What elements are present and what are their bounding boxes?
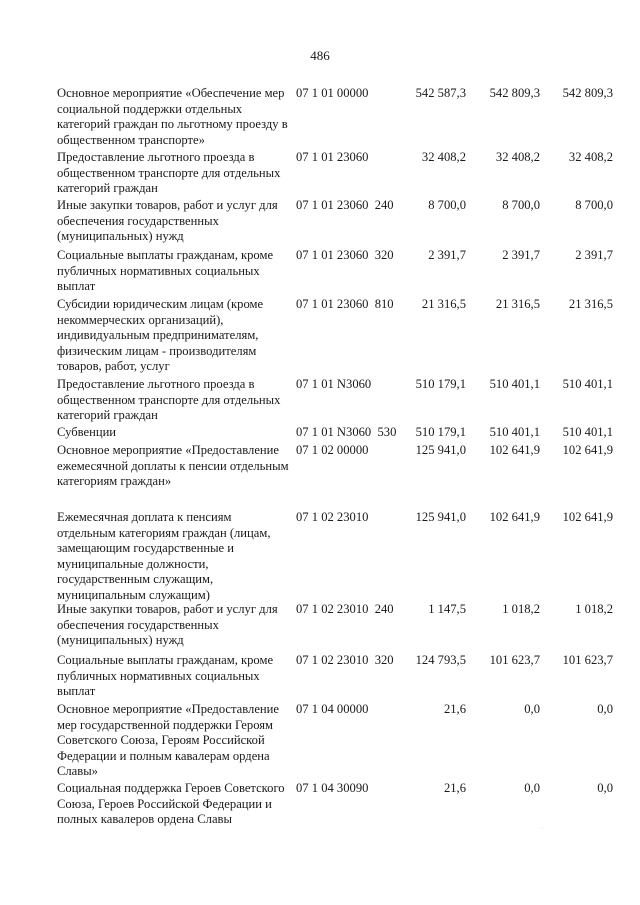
row-value-1: 8 700,0	[428, 198, 466, 212]
row-name: Иные закупки товаров, работ и услуг для обеспечения государственных (муниципальных) нужд	[57, 198, 278, 243]
row-value-1: 21,6	[443, 702, 466, 716]
row-value-3: 21 316,5	[568, 297, 613, 311]
row-value-3: 32 408,2	[568, 150, 613, 164]
row-code: 07 1 01 23060 320	[296, 248, 394, 262]
row-name: Социальные выплаты гражданам, кроме публичных нормативных социальных выплат	[57, 248, 274, 293]
row-code: 07 1 02 23010	[296, 510, 369, 524]
row-value-3: 510 401,1	[562, 377, 613, 391]
row-name: Предоставление льготного проезда в общественном транспорте для отдельных категорий граждан	[57, 377, 281, 422]
page-number: 486	[310, 48, 330, 63]
row-name: Социальные выплаты гражданам, кроме публичных нормативных социальных выплат	[57, 653, 274, 698]
row-value-2: 510 401,1	[489, 425, 540, 439]
row-value-2: 102 641,9	[489, 443, 540, 457]
row-code: 07 1 01 23060 810	[296, 297, 394, 311]
row-value-3: 8 700,0	[575, 198, 613, 212]
row-code: 07 1 02 23010 240	[296, 602, 394, 616]
row-value-2: 542 809,3	[489, 86, 540, 100]
row-value-2: 2 391,7	[502, 248, 540, 262]
row-value-2: 510 401,1	[489, 377, 540, 391]
row-name: Основное мероприятие «Обеспечение мер социальной поддержки отдельных категорий граждан по льготному проезду в общественном транспорте»	[57, 86, 288, 147]
row-value-3: 542 809,3	[562, 86, 613, 100]
row-value-1: 21,6	[443, 781, 466, 795]
row-name: Социальная поддержка Героев Советского Союза, Героев Российской Федерации и полных кавалеров ордена Славы	[57, 781, 285, 826]
row-value-3: 1 018,2	[575, 602, 613, 616]
row-name: Иные закупки товаров, работ и услуг для обеспечения государственных (муниципальных) нужд	[57, 602, 278, 647]
row-value-3: 2 391,7	[575, 248, 613, 262]
row-value-3: 0,0	[597, 702, 613, 716]
row-code: 07 1 01 N3060	[296, 377, 372, 391]
row-name: Основное мероприятие «Предоставление ежемесячной доплаты к пенсии отдельным категориям граждан»	[57, 443, 289, 488]
row-value-3: 510 401,1	[562, 425, 613, 439]
row-value-1: 510 179,1	[415, 425, 466, 439]
row-value-2: 0,0	[524, 781, 540, 795]
row-value-1: 124 793,5	[415, 653, 466, 667]
row-value-3: 102 641,9	[562, 510, 613, 524]
row-code: 07 1 01 00000	[296, 86, 369, 100]
row-name: Субсидии юридическим лицам (кроме некоммерческих организаций), индивидуальным предпринимателям, физическим лицам - производителям товаров, работ, услуг	[57, 297, 264, 373]
row-value-1: 510 179,1	[415, 377, 466, 391]
row-value-2: 1 018,2	[502, 602, 540, 616]
row-value-1: 542 587,3	[415, 86, 466, 100]
row-code: 07 1 04 00000	[296, 702, 369, 716]
row-code: 07 1 02 00000	[296, 443, 369, 457]
row-value-1: 21 316,5	[421, 297, 466, 311]
row-value-3: 0,0	[597, 781, 613, 795]
row-code: 07 1 02 23010 320	[296, 653, 394, 667]
row-code: 07 1 01 N3060 530	[296, 425, 397, 439]
row-name: Ежемесячная доплата к пенсиям отдельным категориям граждан (лицам, замещающим государственные и муниципальные должности, государственным служащим, муниципальным служащим)	[57, 510, 271, 602]
row-value-2: 21 316,5	[495, 297, 540, 311]
row-value-2: 8 700,0	[502, 198, 540, 212]
row-name: Субвенции	[57, 425, 117, 439]
row-value-3: 102 641,9	[562, 443, 613, 457]
row-value-1: 125 941,0	[415, 443, 466, 457]
row-code: 07 1 01 23060	[296, 150, 369, 164]
row-value-1: 125 941,0	[415, 510, 466, 524]
row-name: Основное мероприятие «Предоставление мер государственной поддержки Героям Советского Союза, Героям Российской Федерации и полным кавалерам ордена Славы»	[57, 702, 279, 778]
row-value-1: 2 391,7	[428, 248, 466, 262]
row-value-2: 0,0	[524, 702, 540, 716]
row-value-1: 1 147,5	[428, 602, 466, 616]
row-value-2: 101 623,7	[489, 653, 540, 667]
row-value-1: 32 408,2	[421, 150, 466, 164]
row-code: 07 1 04 30090	[296, 781, 369, 795]
row-code: 07 1 01 23060 240	[296, 198, 394, 212]
row-name: Предоставление льготного проезда в общественном транспорте для отдельных категорий граждан	[57, 150, 281, 195]
row-value-3: 101 623,7	[562, 653, 613, 667]
row-value-2: 102 641,9	[489, 510, 540, 524]
row-value-2: 32 408,2	[495, 150, 540, 164]
scan-speck: · ·	[538, 826, 544, 832]
